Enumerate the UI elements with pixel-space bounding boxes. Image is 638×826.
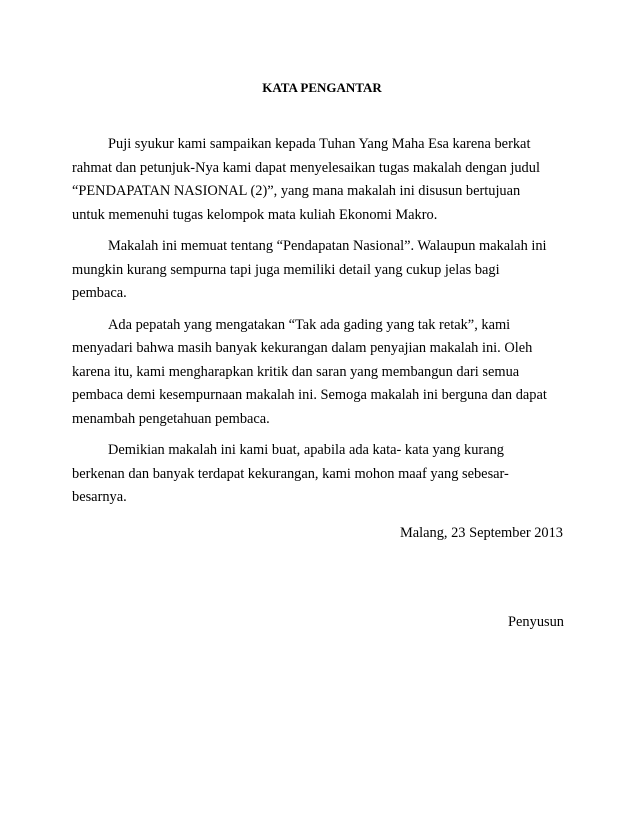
paragraph-line: menambah pengetahuan pembaca. (72, 410, 270, 427)
paragraph-line: karena itu, kami mengharapkan kritik dan saran yang membangun dari semua (72, 363, 520, 380)
paragraph-2 (72, 235, 566, 306)
paragraph-line: besarnya. (72, 489, 127, 505)
page-title: KATA PENGANTAR (262, 80, 382, 95)
author-signature: Penyusun (508, 614, 564, 630)
paragraph-line: Demikian makalah ini kami buat, apabila ada kata- kata yang kurang (108, 442, 504, 458)
paragraph-1 (72, 133, 566, 227)
paragraph-line: berkenan dan banyak terdapat kekurangan, kami mohon maaf yang sebesar- (72, 465, 509, 482)
document-body (72, 133, 566, 518)
paragraph-line: “PENDAPATAN NASIONAL (2)”, yang mana makalah ini disusun bertujuan (72, 183, 521, 199)
paragraph-line: pembaca demi kesempurnaan makalah ini. Semoga makalah ini berguna dan dapat (72, 387, 547, 403)
paragraph-line: menyadari bahwa masih banyak kekurangan dalam penyajian makalah ini. Oleh (72, 340, 533, 356)
paragraph-line: untuk memenuhi tugas kelompok mata kuliah Ekonomi Makro. (72, 206, 438, 223)
paragraph-line: pembaca. (72, 285, 127, 301)
paragraph-3 (72, 314, 566, 432)
paragraph-line: Puji syukur kami sampaikan kepada Tuhan Yang Maha Esa karena berkat (108, 136, 531, 152)
paragraph-4 (72, 439, 566, 510)
paragraph-line: rahmat dan petunjuk-Nya kami dapat menyelesaikan tugas makalah dengan judul (72, 159, 540, 176)
paragraph-line: Ada pepatah yang mengatakan “Tak ada gading yang tak retak”, kami (108, 316, 511, 333)
paragraph-line: mungkin kurang sempurna tapi juga memiliki detail yang cukup jelas bagi (72, 261, 500, 278)
paragraph-line: Makalah ini memuat tentang “Pendapatan Nasional”. Walaupun makalah ini (108, 238, 547, 254)
place-date: Malang, 23 September 2013 (399, 525, 563, 541)
